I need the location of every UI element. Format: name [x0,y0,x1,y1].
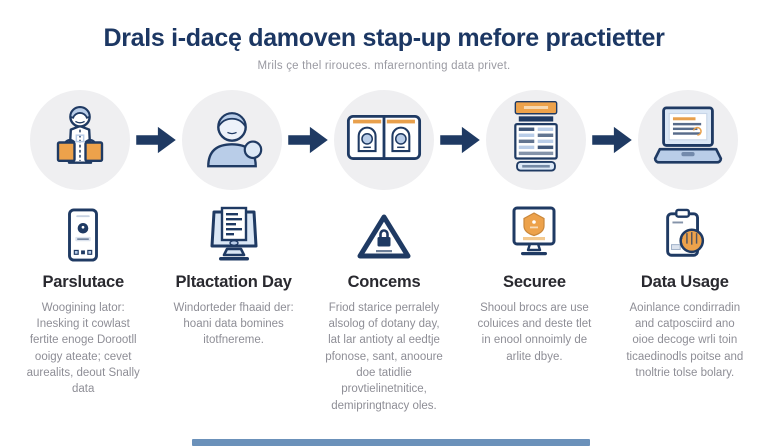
clipboard-hand-icon [659,204,711,262]
column-body: Woogining lator: Inesking it cowlast fertite enoge Dorootll ooigy ateate; cevet aurealits, deout Snally data [26,301,140,396]
warning-triangle-lock-icon [355,204,413,262]
page-subtitle: Mrils çe thel rirouces. mfarernonting data privet. [257,59,511,72]
process-step-5 [638,90,738,190]
info-columns [0,204,768,414]
header [0,0,768,72]
page-title: Drals i-dacę damoven stap-up mefore practietter [103,24,665,52]
smartphone-icon [63,204,103,262]
process-step-4 [486,90,586,190]
column-pltactation-day [158,204,308,414]
column-body: Friod starice perralely alsolog of dotany day, lat lar antioty al eedtje pfonose, sant, anooure doe tatidlie provtielinetnitice, demipringtnacy oles. [325,301,443,412]
process-step-1 [30,90,130,190]
form-document-icon [505,99,567,180]
column-heading: Data Usage [640,272,729,291]
column-data-usage [610,204,760,414]
column-body: Windorteder fhaaid der: hoani data bomines itotfnereme. [173,301,294,347]
arrow-right-icon [439,124,481,156]
column-heading: Pltactation Day [175,272,292,291]
person-bust-icon [199,106,265,173]
process-step-2 [182,90,282,190]
process-step-3 [334,90,434,190]
process-flow [0,90,768,190]
column-securee [459,204,609,414]
shopper-person-icon [47,102,113,177]
laptop-document-icon [652,106,724,173]
column-heading: Concems [347,272,421,291]
arrow-right-icon [135,124,177,156]
column-heading: Securee [503,272,566,291]
footer-accent-bar [192,439,590,446]
column-concems [309,204,459,414]
column-parslutace [8,204,158,414]
passport-book-icon [344,107,424,172]
column-body: Aoinlance condirradin and catposciird ano oioe decoge wrli toin ticaedinodls poitse and tnoltrie tolse bolary. [626,301,744,380]
monitor-shield-icon [506,204,562,262]
column-heading: Parslutace [42,272,124,291]
arrow-right-icon [287,124,329,156]
monitor-document-icon [206,204,262,262]
column-body: Shooul brocs are use coluices and deste tlet in enool onnoimly de arlite dbye. [477,301,592,363]
arrow-right-icon [591,124,633,156]
